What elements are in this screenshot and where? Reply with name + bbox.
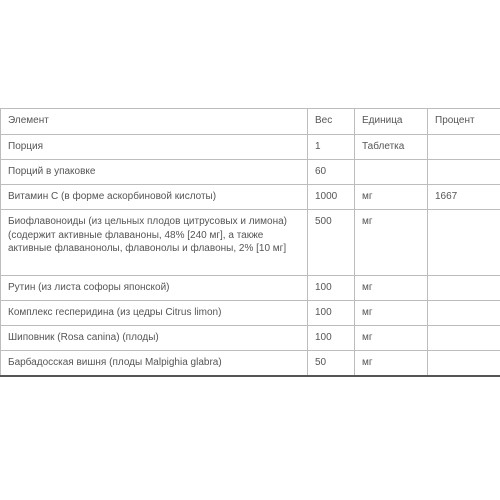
cell-element: Рутин (из листа софоры японской) <box>1 276 308 301</box>
cell-percent <box>428 301 500 326</box>
cell-element: Витамин С (в форме аскорбиновой кислоты) <box>1 185 308 210</box>
cell-weight: 1000 <box>308 185 355 210</box>
table-row <box>1 135 500 160</box>
cell-element: Биофлавоноиды (из цельных плодов цитрусовых и лимона) (содержит активные флаваноны, 48% [240 мг], а также активные флаванонолы, флавонолы и флавоны, 2% [10 мг] <box>1 210 308 276</box>
table-header-row <box>1 109 500 135</box>
table-row <box>1 351 500 377</box>
table-row <box>1 276 500 301</box>
cell-weight: 500 <box>308 210 355 276</box>
cell-element: Барбадосская вишня (плоды Malpighia glabra) <box>1 351 308 377</box>
table-row <box>1 185 500 210</box>
cell-percent: 1667 <box>428 185 500 210</box>
cell-percent <box>428 135 500 160</box>
cell-weight: 60 <box>308 160 355 185</box>
cell-unit <box>355 160 428 185</box>
cell-unit: мг <box>355 210 428 276</box>
cell-weight: 50 <box>308 351 355 377</box>
supplement-facts-table <box>0 108 500 377</box>
cell-unit: мг <box>355 301 428 326</box>
cell-element: Шиповник (Rosa canina) (плоды) <box>1 326 308 351</box>
cell-percent <box>428 210 500 276</box>
supplement-facts-table-container <box>0 108 500 377</box>
cell-unit: мг <box>355 351 428 377</box>
cell-element: Порций в упаковке <box>1 160 308 185</box>
table-row <box>1 160 500 185</box>
cell-percent <box>428 276 500 301</box>
cell-weight: 100 <box>308 276 355 301</box>
header-unit: Единица <box>355 109 428 135</box>
header-element: Элемент <box>1 109 308 135</box>
table-row <box>1 301 500 326</box>
cell-percent <box>428 351 500 377</box>
cell-unit: мг <box>355 326 428 351</box>
table-row <box>1 210 500 276</box>
cell-percent <box>428 326 500 351</box>
table-row <box>1 326 500 351</box>
header-percent: Процент <box>428 109 500 135</box>
cell-element: Порция <box>1 135 308 160</box>
cell-element: Комплекс гесперидина (из цедры Citrus limon) <box>1 301 308 326</box>
cell-weight: 100 <box>308 301 355 326</box>
cell-weight: 100 <box>308 326 355 351</box>
cell-unit: мг <box>355 276 428 301</box>
cell-weight: 1 <box>308 135 355 160</box>
cell-unit: мг <box>355 185 428 210</box>
cell-unit: Таблетка <box>355 135 428 160</box>
header-weight: Вес <box>308 109 355 135</box>
cell-percent <box>428 160 500 185</box>
